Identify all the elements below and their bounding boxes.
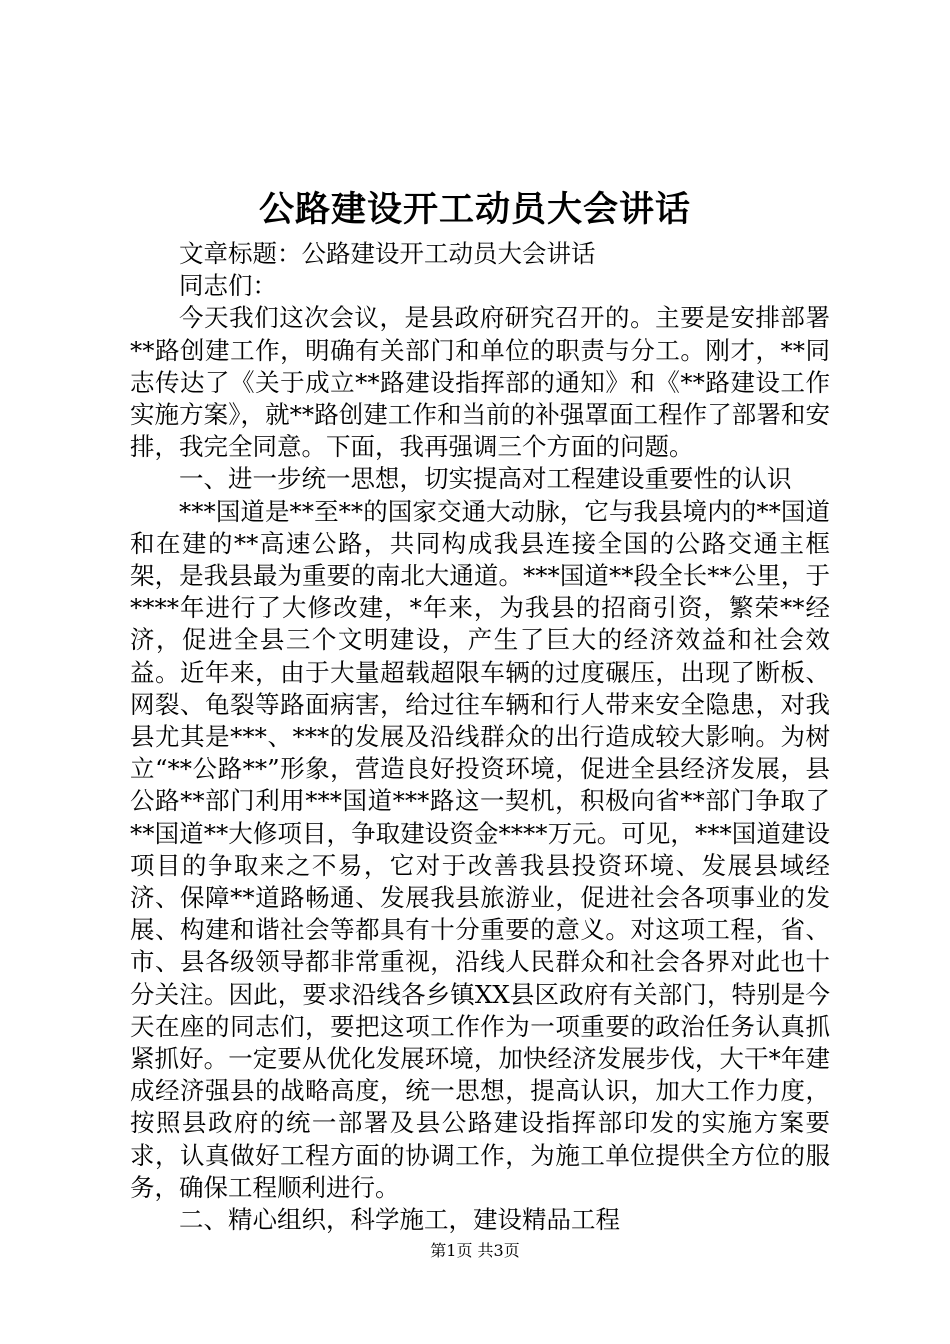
paragraph-section-1: ***国道是**至**的国家交通大动脉，它与我县境内的**国道和在建的**高速公路，共同构成我县连接全国的公路交通主框架，是我县最为重要的南北大通道。***国道**段全长**公里，于****年进行了大修改建，*年来，为我县的招商引资，繁荣**经济，促进全县三个文明建设，产生了巨大的经济效益和社会效益。近年来，由于大量超载超限车辆的过度碾压，出现了断板、网裂、龟裂等路面病害，给过往车辆和行人带来安全隐患，对我县尤其是***、***的发展及沿线群众的出行造成较大影响。为树立“**公路**”形象，营造良好投资环境，促进全县经济发展，县公路**部门利用***国道***路这一契机，积极向省**部门争取了**国道**大修项目，争取建设资金****万元。可见，***国道建设项目的争取来之不易，它对于改善我县投资环境、发展县域经济、保障**道路畅通、发展我县旅游业，促进社会各项事业的发展、构建和谐社会等都具有十分重要的意义。对这项工程，省、市、县各级领导都非常重视，沿线人民群众和社会各界对此也十分关注。因此，要求沿线各乡镇XX县区政府有关部门，特别是今天在座的同志们，要把这项工作作为一项重要的政治任务认真抓紧抓好。一定要从优化发展环境，加快经济发展步伐，大干*年建成经济强县的战略高度，统一思想，提高认识，加大工作力度，按照县政府的统一部署及县公路建设指挥部印发的实施方案要求，认真做好工程方面的协调工作，为施工单位提供全方位的服务，确保工程顺利进行。 <box>130 496 830 1202</box>
document-body <box>130 238 830 1236</box>
paragraph-intro: 今天我们这次会议，是县政府研究召开的。主要是安排部署**路创建工作，明确有关部门和单位的职责与分工。刚才，**同志传达了《关于成立**路建设指挥部的通知》和《**路建设工作实施方案》，就**路创建工作和当前的补强罩面工程作了部署和安排，我完全同意。下面，我再强调三个方面的问题。 <box>130 303 830 462</box>
section-heading-2: 二、精心组织，科学施工，建设精品工程 <box>179 1205 620 1235</box>
salutation: 同志们： <box>179 271 277 301</box>
page-number-footer: 第1页 共3页 <box>430 1241 520 1260</box>
article-title-line: 文章标题：公路建设开工动员大会讲话 <box>179 239 596 268</box>
document-title: 公路建设开工动员大会讲话 <box>258 189 691 230</box>
section-heading-1: 一、进一步统一思想，切实提高对工程建设重要性的认识 <box>179 464 792 494</box>
